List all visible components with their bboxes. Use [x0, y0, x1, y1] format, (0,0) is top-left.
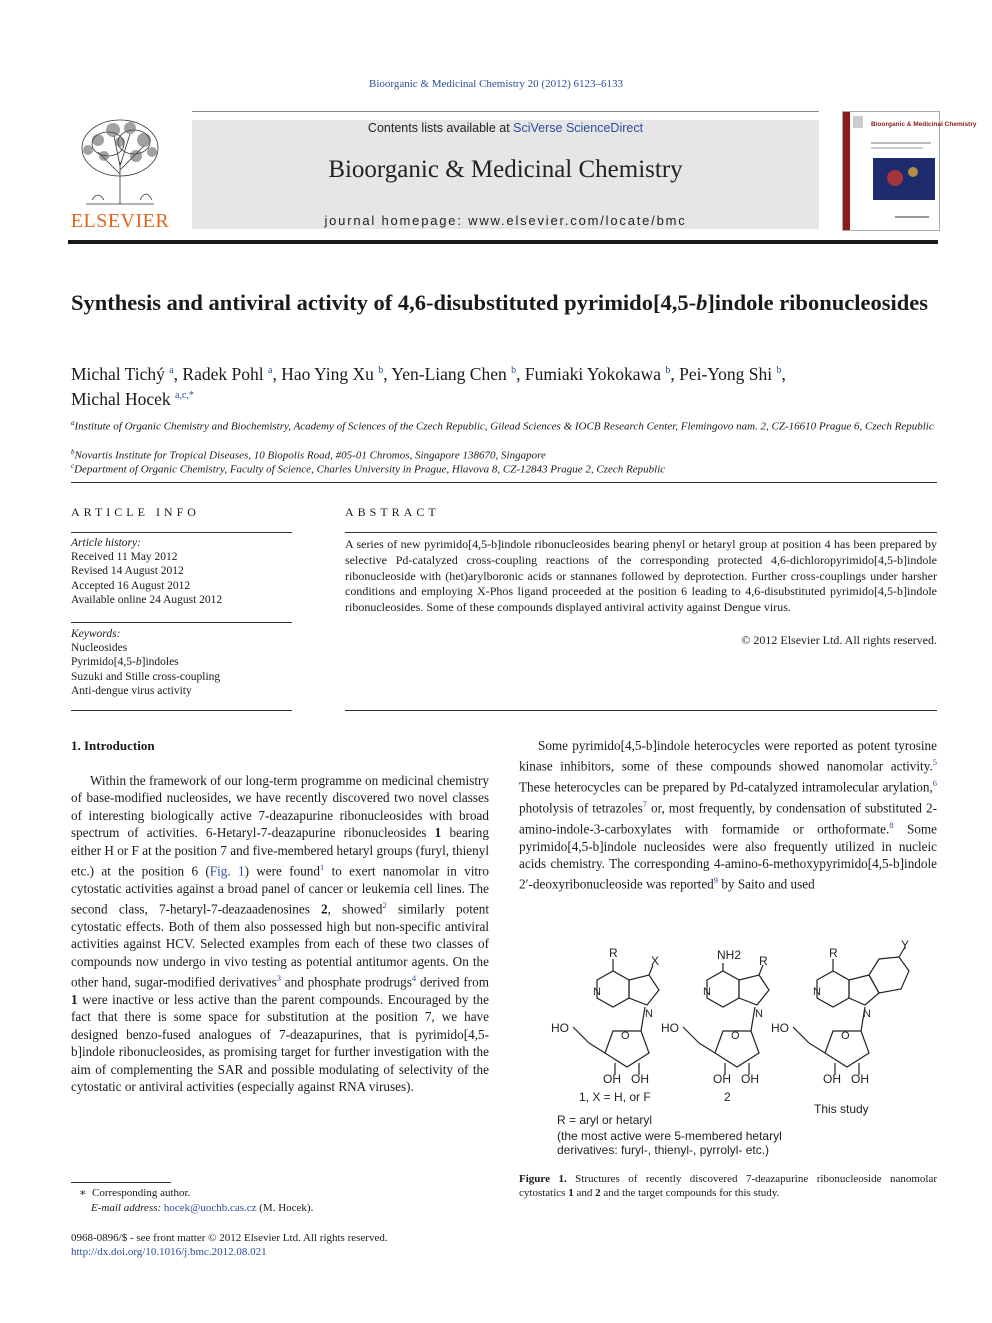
author-affil-mark[interactable]: a [267, 365, 273, 376]
keyword: Nucleosides [71, 642, 128, 655]
struct-label-n: N [863, 1008, 871, 1020]
author-name: Hao Ying Xu [281, 363, 374, 384]
author-name: Yen-Liang Chen [391, 363, 507, 384]
struct-label-o: O [621, 1030, 630, 1042]
article-info-heading: ARTICLE INFO [71, 505, 200, 519]
struct-label-n: N [593, 986, 601, 998]
page-footer [71, 1231, 489, 1259]
author-name: Pei-Yong Shi [679, 363, 773, 384]
struct-label-nh2: NH2 [717, 948, 742, 962]
online-date: Available online 24 August 2012 [71, 593, 223, 606]
introduction-heading: 1. Introduction [71, 738, 155, 753]
struct-label-ho: HO [661, 1021, 679, 1035]
keyword: Anti-dengue virus activity [71, 684, 192, 697]
author-affil-mark[interactable]: a,c,* [175, 389, 194, 401]
affiliation-b: $^b$Novartis Institute for Tropical Diseases, 10 Biopolis Road, #05-01 Chromos, Singapore 138670, Singapore [71, 448, 546, 462]
struct-label-ho: HO [551, 1021, 569, 1035]
author-name: Fumiaki Yokokawa [524, 363, 661, 384]
struct-label-o: O [731, 1030, 740, 1042]
struct-label-n: N [645, 1008, 653, 1020]
struct-label-oh: OH [713, 1072, 731, 1086]
figure-caption-label: Figure 1. [519, 1173, 567, 1185]
figure-note: (the most active were 5-membered hetaryl [557, 1129, 782, 1143]
email-link[interactable]: hocek@uochb.cas.cz [163, 1201, 257, 1214]
figure-1-link[interactable]: Fig. 1 [209, 863, 245, 879]
contents-line [192, 121, 819, 135]
article-history [71, 536, 292, 607]
author-affil-mark[interactable]: b [378, 365, 384, 376]
info-rule [71, 532, 292, 533]
cover-title: Bioorganic & Medicinal Chemistry [871, 121, 977, 128]
reference-link[interactable]: 6 [932, 778, 937, 789]
journal-cover-thumbnail [842, 111, 977, 231]
info-rule [71, 622, 292, 623]
journal-name: Bioorganic & Medicinal Chemistry [328, 156, 683, 183]
accepted-date: Accepted 16 August 2012 [71, 579, 191, 592]
revised-date: Revised 14 August 2012 [71, 565, 184, 578]
reference-link[interactable]: 9 [713, 875, 719, 886]
journal-citation[interactable]: Bioorganic & Medicinal Chemistry 20 (2012) 6123–6133 [369, 78, 623, 90]
reference-link[interactable]: 3 [276, 973, 281, 984]
copyright: © 2012 Elsevier Ltd. All rights reserved. [741, 633, 937, 647]
email-label: E-mail address: [91, 1201, 164, 1214]
author-affil-mark[interactable]: b [665, 365, 671, 376]
compound-1-label: 1, X = H, or F [579, 1090, 651, 1104]
this-study-label: This study [814, 1102, 869, 1116]
struct-label-oh: OH [851, 1072, 869, 1086]
figure-1-structures [545, 935, 937, 1165]
abstract-heading: ABSTRACT [345, 505, 440, 519]
corresponding-author: Corresponding author. [91, 1187, 191, 1199]
struct-label-oh: OH [631, 1072, 649, 1086]
abstract-text: A series of new pyrimido[4,5-b]indole ribonucleosides bearing phenyl or hetaryl group at position 4 has been prepared by selective Pd-catalyzed cross-coupling reactions of the corresponding protected 4,6-dichloropyrimido[4,5-b]indole ribonucleoside with (het)arylboronic acids or stannanes followed by deprotection. Further cross-couplings under harsher conditions and employing X-Phos ligand proceeded at the position 6 leading to 4,6-disubstituted pyrimido[4,5-b]indole ribonucleosides. Some of these compounds displayed antiviral activity against Dengue virus. [345, 537, 937, 615]
figure-1-caption: Figure 1. Structures of recently discovered 7-deazapurine ribonucleoside nanomolar cytostatics 1 and 2 and the target compounds for this study. [519, 1173, 937, 1199]
figure-note: derivatives: furyl-, thienyl-, pyrrolyl- etc.) [557, 1143, 770, 1157]
doi-link[interactable]: http://dx.doi.org/10.1016/j.bmc.2012.08.021 [71, 1246, 267, 1258]
author-list: Michal Tichý $^a$, Radek Pohl $^a$, Hao Ying Xu $^b$, Yen-Liang Chen $^b$, Fumiaki Yokokawa $^b$, Pei-Yong Shi $^b$, Michal Hocek $^{a,c,*}$ [71, 363, 786, 409]
affiliation-a: $^a$Institute of Organic Chemistry and Biochemistry, Academy of Sciences of the Czech Republic, Gilead Sciences & IOCB Research Center, Flemingovo nam. 2, CZ-16610 Prague 6, Czech Republic [71, 419, 934, 433]
struct-label-r: R [759, 954, 768, 968]
reference-link[interactable]: 2 [382, 900, 387, 911]
history-label: Article history: [71, 537, 141, 549]
struct-label-oh: OH [603, 1072, 621, 1086]
header-thick-rule [68, 240, 938, 244]
struct-label-y: Y [901, 938, 910, 952]
corresponding-footnote: ∗ Corresponding author. E-mail address: hocek@uochb.cas.cz (M. Hocek). [79, 1187, 314, 1214]
reference-link[interactable]: 5 [932, 757, 937, 768]
struct-label-r: R [829, 946, 838, 960]
elsevier-wordmark: ELSEVIER [70, 210, 170, 232]
body-column-right [519, 737, 937, 893]
keyword: Pyrimido[4,5-b]indoles [71, 656, 179, 669]
keywords [71, 627, 292, 698]
figure-note: R = aryl or hetaryl [557, 1113, 653, 1127]
info-rule [71, 710, 292, 711]
abstract-rule [345, 532, 937, 533]
header-rule [192, 111, 819, 112]
reference-link[interactable]: 7 [642, 799, 648, 809]
compound-2-label: 2 [724, 1090, 731, 1104]
struct-label-r: R [609, 946, 618, 960]
affiliation-rule [71, 482, 937, 483]
struct-label-n: N [813, 986, 821, 998]
keyword: Suzuki and Stille cross-coupling [71, 670, 221, 683]
reference-link[interactable]: 8 [889, 819, 894, 830]
abstract-rule [345, 710, 937, 711]
struct-label-ho: HO [771, 1021, 789, 1035]
issn-line: 0968-0896/$ - see front matter © 2012 Elsevier Ltd. All rights reserved. [71, 1232, 388, 1244]
author-name: Michal Hocek [71, 388, 171, 409]
footnote-rule [71, 1182, 171, 1183]
struct-label-o: O [841, 1030, 850, 1042]
struct-label-n: N [703, 986, 711, 998]
sciencedirect-link[interactable]: SciVerse ScienceDirect [513, 121, 644, 135]
reference-link[interactable]: 1 [320, 862, 325, 873]
author-affil-mark[interactable]: b [511, 365, 517, 376]
struct-label-x: X [651, 954, 660, 968]
author-name: Michal Tichý [71, 363, 165, 384]
received-date: Received 11 May 2012 [71, 551, 178, 564]
author-affil-mark[interactable]: a [169, 365, 174, 376]
struct-label-n: N [755, 1008, 763, 1020]
intro-paragraph-2: Some pyrimido[4,5-b]indole heterocycles were reported as potent tyrosine kinase inhibitors, some of these compounds showed nanomolar activity.$^5$ These heterocycles can be prepared by Pd-catalyzed intramolecular arylation,$^6$ photolysis of tetrazoles$^7$ or, most frequently, by condensation of substituted 2-amino-indole-3-carboxylates with formamide or orthoformate.$^8$ Some pyrimido[4,5-b]indole nucleosides were also frequently utilized in nucleic acids chemistry. The corresponding 4-amino-6-methoxypyrimido[4,5-b]indole 2′-deoxyribonucleoside was reported$^9$ by Saito and used [519, 738, 938, 892]
body-column-left [71, 772, 489, 1095]
journal-homepage[interactable]: journal homepage: www.elsevier.com/locate/bmc [324, 213, 687, 228]
keywords-label: Keywords: [71, 628, 121, 640]
contents-prefix: Contents lists available at [367, 121, 514, 135]
author-affil-mark[interactable]: b [776, 365, 782, 376]
struct-label-oh: OH [741, 1072, 759, 1086]
struct-label-oh: OH [823, 1072, 841, 1086]
affiliation-c: $^c$Department of Organic Chemistry, Faculty of Science, Charles University in Prague, Hlavova 8, CZ-12843 Prague 2, Czech Republic [71, 462, 666, 476]
intro-paragraph-1: Within the framework of our long-term programme on medicinal chemistry of base-modified nucleosides, we have recently discovered two novel classes of interesting biologically active 7-deazapurine ribonucleosides with broad spectrum of activities. 6-Hetaryl-7-deazapurine ribonucleosides 1 bearing either H or F at the position 7 and five-membered hetaryl groups (furyl, thienyl etc.) at the position 6 (Fig. 1) were found$^1$ to exert nanomolar in vitro cytostatic activities against a broad panel of cancer or leukemia cell lines. The second class, 7-hetaryl-7-deazaadenosines 2, showed$^2$ similarly potent cytostatic effects. Both of them also possessed high but non-specific antiviral activities against HCV. Selected examples from each of these two classes of compounds now undergo in vivo testing as potential antitumor agents. On the other hand, sugar-modified derivatives$^3$ and phosphate prodrugs$^4$ derived from 1 were inactive or less active than the parent compounds. Encouraged by the fact that there is some space for substitution at the position 7, we have designed benzo-fused analogues of 7-deazapurines, that is pyrimido[4,5-b]indole ribonucleosides, as promising target for further investigation with the aim of complementing the SAR and possible modulating of selectivity of the cytostatic or antiviral activities (especially against RNA viruses). [71, 773, 490, 1095]
reference-link[interactable]: 4 [411, 973, 417, 984]
author-name: Radek Pohl [182, 363, 264, 384]
article-title: Synthesis and antiviral activity of 4,6-disubstituted pyrimido[4,5-b]indole ribonucleosides [71, 290, 928, 315]
